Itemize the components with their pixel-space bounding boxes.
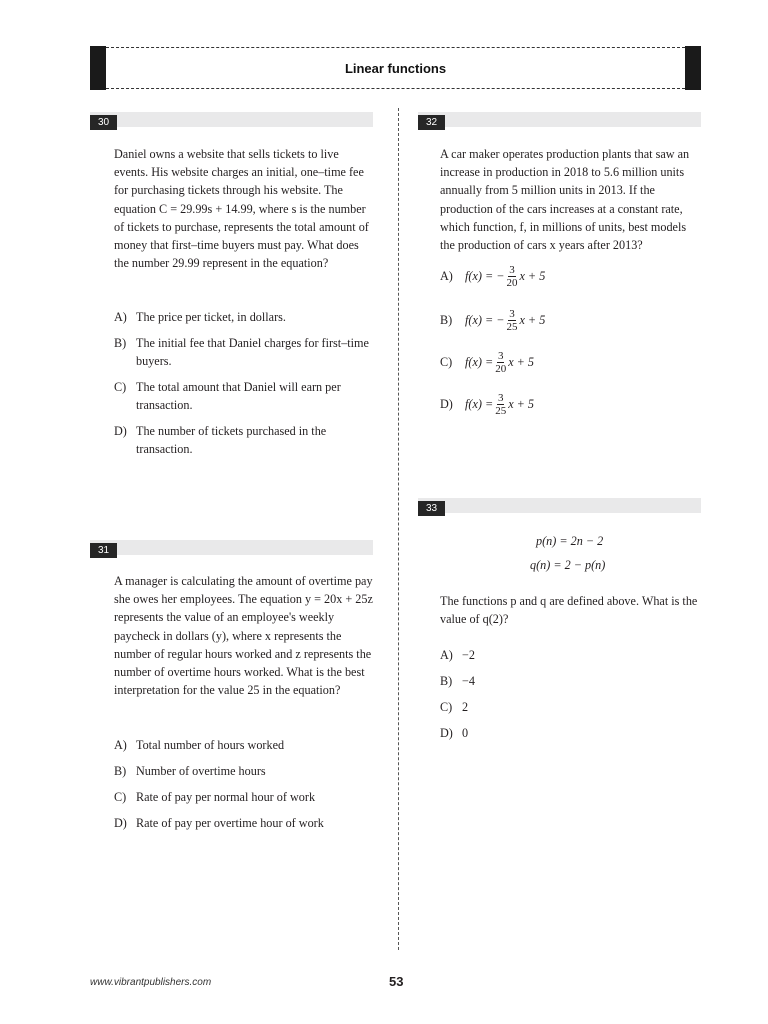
choice-c[interactable]: C) f(x) = $\frac{3}{20}$ x + 5 — [440, 350, 535, 375]
question-30-stem: Daniel owns a website that sells tickets to live events. His website charges an initial, one–time fee for purchasing tickets through his website. The equation C = 29.99s + 14.99, where s is the number of tickets to purchase, represents the total amount of money that first–time buyers must pay. What does the number 29.99 represent in the equation? — [114, 147, 369, 271]
publisher-url: www.vibrantpublishers.com — [90, 977, 212, 988]
header-right-bar — [685, 46, 701, 90]
question-number: 32 — [418, 115, 445, 130]
question-number: 30 — [90, 115, 117, 130]
fraction: $\frac{3}{20}$ — [495, 350, 507, 375]
question-33-stem: The functions p and q are defined above. What is the value of q(2)? — [440, 594, 698, 627]
header-top-rule — [106, 47, 685, 48]
question-30-choices — [114, 308, 374, 458]
question-32-header — [418, 112, 701, 127]
choice-d[interactable]: D) f(x) = $\frac{3}{25}$ x + 5 — [440, 392, 535, 417]
choice-a[interactable]: A) The price per ticket, in dollars. — [114, 310, 286, 324]
choice-b[interactable]: B) The initial fee that Daniel charges for first–time buyers. — [114, 336, 369, 368]
question-31-stem: A manager is calculating the amount of overtime pay she owes her employees. The equation y = 20x + 25z represents the value of an employee's weekly paycheck in dollars (y), where x represents the number of regular hours worked and z represents the number of overtime hours worked. What is the best interpretation for the value 25 in the equation? — [114, 574, 373, 698]
fraction: $\frac{3}{25}$ — [495, 392, 507, 417]
header-bottom-rule — [106, 88, 685, 89]
choice-a[interactable]: A) Total number of hours worked — [114, 738, 285, 752]
choice-c[interactable]: C) Rate of pay per normal hour of work — [114, 790, 316, 804]
question-31-header — [90, 540, 373, 555]
question-33-choices — [440, 646, 640, 742]
question-31-choices — [114, 736, 374, 832]
choice-d[interactable]: D) The number of tickets purchased in the transaction. — [114, 424, 327, 456]
fraction: $\frac{3}{25}$ — [506, 308, 518, 333]
chapter-title: Linear functions — [344, 61, 447, 76]
question-30-header — [90, 112, 373, 127]
choice-b[interactable]: B) f(x) = − $\frac{3}{25}$ x + 5 — [440, 308, 546, 333]
choice-d[interactable]: D) 0 — [440, 726, 469, 740]
choice-a[interactable]: A) −2 — [440, 648, 475, 662]
fraction: $\frac{3}{20}$ — [506, 264, 518, 289]
choice-a[interactable]: A) f(x) = − $\frac{3}{20}$ x + 5 — [440, 264, 546, 289]
choice-b[interactable]: B) −4 — [440, 674, 475, 688]
question-32-stem: A car maker operates production plants that saw an increase in production in 2018 to 5.6 million units annually from 5 million units in 2013. If the production of the cars increases at a constant rate, which function, f, in millions of units, best models the production of cars x years after 2013? — [440, 147, 690, 253]
choice-c[interactable]: C) The total amount that Daniel will earn per transaction. — [114, 380, 341, 412]
page-number: 53 — [389, 974, 404, 989]
choice-d[interactable]: D) Rate of pay per overtime hour of work — [114, 816, 324, 830]
equation-q: q(n) = 2 − p(n) — [530, 558, 606, 572]
choice-c[interactable]: C) 2 — [440, 700, 469, 714]
question-number: 33 — [418, 501, 445, 516]
column-divider — [398, 108, 399, 950]
choice-b[interactable]: B) Number of overtime hours — [114, 764, 266, 778]
question-number: 31 — [90, 543, 117, 558]
question-33-header — [418, 498, 701, 513]
chapter-header — [90, 46, 701, 90]
equation-p: p(n) = 2n − 2 — [536, 534, 604, 548]
